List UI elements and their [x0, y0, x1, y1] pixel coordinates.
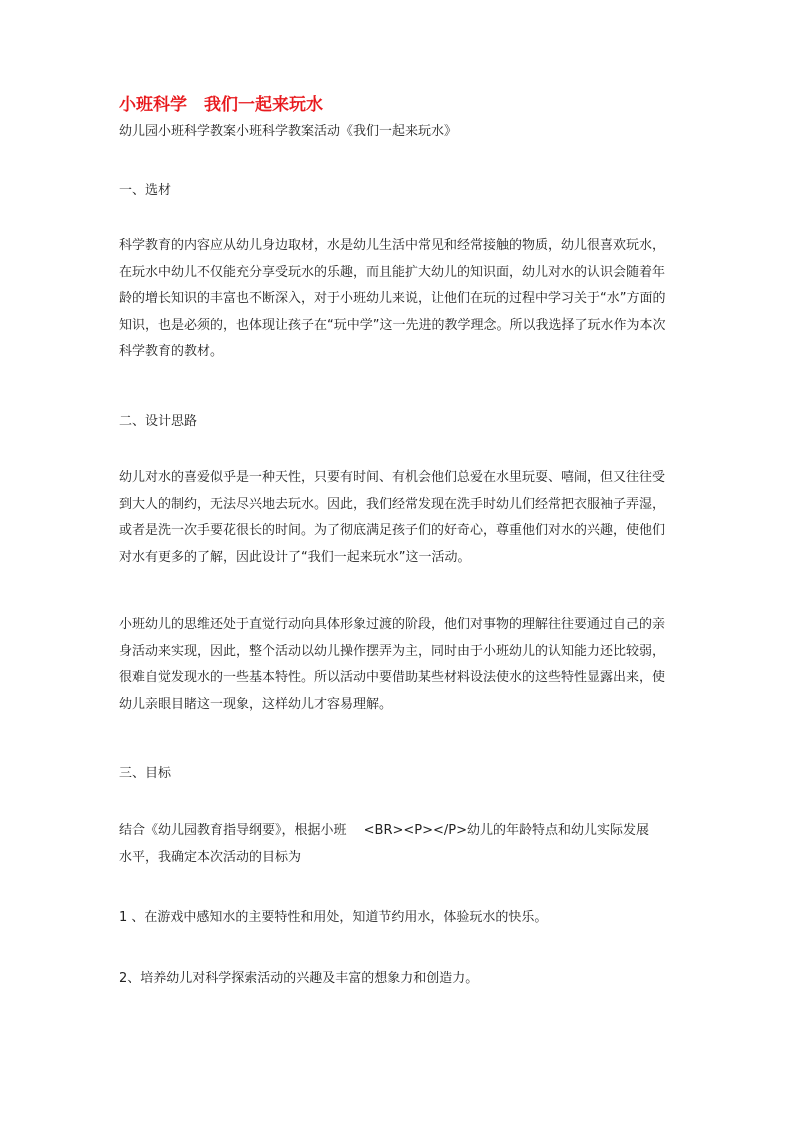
document-title: 小班科学 我们一起来玩水: [119, 95, 323, 115]
goal-item-1: 1 、在游戏中感知水的主要特性和用处，知道节约用水，体验玩水的快乐。: [119, 910, 548, 925]
section-heading-selection: 一、选材: [119, 183, 172, 198]
text-line: 龄的增长知识的丰富也不断深入，对于小班幼儿来说，让他们在玩的过程中学习关于“水”方面的: [119, 291, 666, 306]
text-line: 或者是洗一次手要花很长的时间。为了彻底满足孩子们的好奇心，尊重他们对水的兴趣，使他们: [119, 523, 666, 538]
text-line: 结合《幼儿园教育指导纲要》，根据小班 <BR><P></P>幼儿的年龄特点和幼儿实际发展: [119, 823, 649, 838]
text-line: 知识，也是必须的，也体现让孩子在“玩中学”这一先进的教学理念。所以我选择了玩水作为本次: [119, 317, 666, 333]
text-line: 幼儿亲眼目睹这一现象，这样幼儿才容易理解。: [119, 696, 393, 712]
text-line: 小班幼儿的思维还处于直觉行动向具体形象过渡的阶段，他们对事物的理解往往要通过自己的亲: [119, 617, 666, 632]
text-line: 身活动来实现，因此，整个活动以幼儿操作摆弄为主，同时由于小班幼儿的认知能力还比较弱，: [119, 643, 666, 659]
text-line: 幼儿对水的喜爱似乎是一种天性，只要有时间、有机会他们总爱在水里玩耍、嘻闹，但又往往受: [119, 470, 666, 485]
paragraph-design-2: [119, 612, 679, 718]
goal-item-2: 2、培养幼儿对科学探索活动的兴趣及丰富的想象力和创造力。: [119, 971, 479, 986]
section-heading-design: 二、设计思路: [119, 414, 198, 429]
section-heading-goals: 三、目标: [119, 766, 172, 781]
document-subtitle: 幼儿园小班科学教案小班科学教案活动《我们一起来玩水》: [119, 124, 458, 139]
text-line: 在玩水中幼儿不仅能充分享受玩水的乐趣，而且能扩大幼儿的知识面，幼儿对水的认识会随着年: [119, 264, 666, 280]
text-line: 科学教育的内容应从幼儿身边取材，水是幼儿生活中常见和经常接触的物质，幼儿很喜欢玩水，: [119, 238, 666, 253]
paragraph-design-1: [119, 465, 679, 571]
text-line: 科学教育的教材。: [119, 344, 224, 359]
text-line: 到大人的制约，无法尽兴地去玩水。因此，我们经常发现在洗手时幼儿们经常把衣服袖子弄湿，: [119, 496, 666, 512]
text-line: 对水有更多的了解，因此设计了“我们一起来玩水”这一活动。: [119, 549, 471, 565]
text-line: 很难自觉发现水的一些基本特性。所以活动中要借助某些材料设法使水的这些特性显露出来，使: [119, 670, 666, 685]
text-line: 水平，我确定本次活动的目标为: [119, 849, 302, 865]
paragraph-goals-intro: [119, 818, 679, 871]
paragraph-selection: [119, 233, 679, 366]
